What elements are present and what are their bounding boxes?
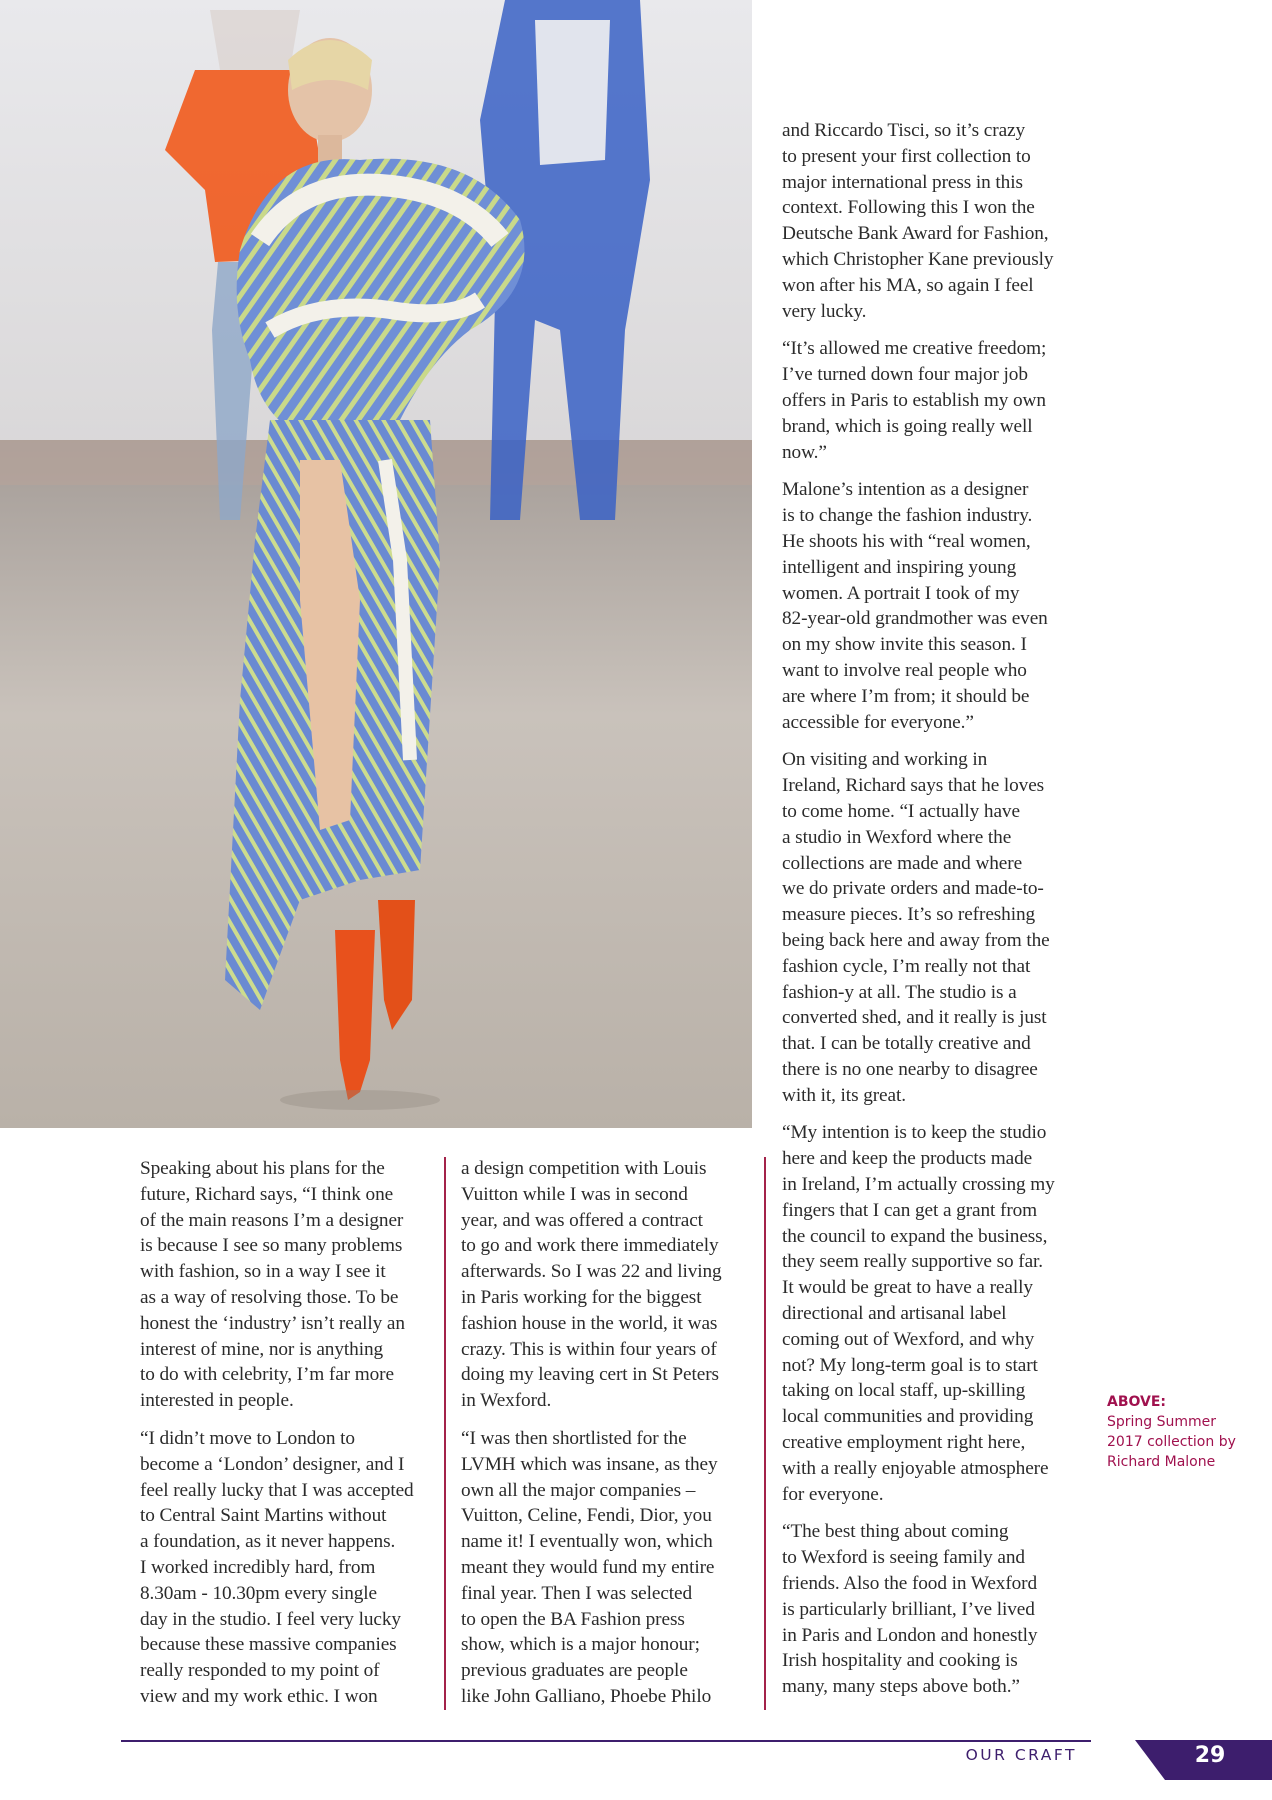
photo-caption bbox=[1107, 1392, 1267, 1472]
paragraph: “I was then shortlisted for the LVMH which was insane, as they own all the major companies – Vuitton, Celine, Fendi, Dior, you name it! I eventually won, which meant they would fund my entire final year. Then I was selected to open the BA Fashion press show, which is a major honour; previous graduates are people like John Galliano, Phoebe Philo bbox=[461, 1427, 718, 1707]
column-divider bbox=[764, 1157, 766, 1710]
runway-photo bbox=[0, 0, 752, 1128]
paragraph: and Riccardo Tisci, so it’s crazy to present your first collection to major international press in this context. Following this I won the Deutsche Bank Award for Fashion, which Christopher Kane previously won after his MA, so again I feel very lucky. bbox=[782, 120, 1054, 322]
paragraph: Speaking about his plans for the future, Richard says, “I think one of the main reasons I’m a designer is because I see so many problems with fashion, so in a way I see it as a way of resolving those. To be honest the ‘industry’ isn’t really an interest of mine, nor is anything to do with celebrity, I’m far more interested in people. bbox=[140, 1158, 405, 1412]
article-column-2 bbox=[461, 1156, 751, 1722]
article-column-3 bbox=[782, 118, 1082, 1712]
page-number: 29 bbox=[1194, 1743, 1226, 1768]
caption-label: ABOVE: bbox=[1107, 1394, 1167, 1410]
paragraph: a design competition with Louis Vuitton while I was in second year, and was offered a contract to go and work there immediately afterwards. So I was 22 and living in Paris working for the biggest fashion house in the world, it was crazy. This is within four years of doing my leaving cert in St Peters in Wexford. bbox=[461, 1158, 722, 1412]
paragraph: “My intention is to keep the studio here and keep the products made in Ireland, I’m actually crossing my fingers that I can get a grant from the council to expand the business, they seem really supportive so far. It would be great to have a really directional and artisanal label coming out of Wexford, and why not? My long-term goal is to start taking on local staff, up-skilling local communities and providing creative employment right here, with a really enjoyable atmosphere for everyone. bbox=[782, 1122, 1055, 1505]
column-divider bbox=[444, 1157, 446, 1710]
footer-rule bbox=[121, 1740, 1091, 1742]
paragraph: “It’s allowed me creative freedom; I’ve turned down four major job offers in Paris to establish my own brand, which is going really well now.” bbox=[782, 338, 1047, 463]
article-column-1 bbox=[140, 1156, 432, 1722]
paragraph: On visiting and working in Ireland, Richard says that he loves to come home. “I actually have a studio in Wexford where the collections are made and where we do private orders and made-to- measure pieces. It’s so refreshing being back here and away from the fashion cycle, I’m really not that fashion-y at all. The studio is a converted shed, and it really is just that. I can be totally creative and there is no one nearby to disagree with it, its great. bbox=[782, 749, 1050, 1106]
paragraph: “The best thing about coming to Wexford is seeing family and friends. Also the food in Wexford is particularly brilliant, I’ve lived in Paris and London and honestly Irish hospitality and cooking is many, many steps above both.” bbox=[782, 1521, 1038, 1698]
paragraph: “I didn’t move to London to become a ‘London’ designer, and I feel really lucky that I was accepted to Central Saint Martins without a foundation, as it never happens. I worked incredibly hard, from 8.30am - 10.30pm every single day in the studio. I feel very lucky because these massive companies really responded to my point of view and my work ethic. I won bbox=[140, 1427, 414, 1707]
paragraph: Malone’s intention as a designer is to change the fashion industry. He shoots his with “real women, intelligent and inspiring young women. A portrait I took of my 82-year-old grandmother was even on my show invite this season. I want to involve real people who are where I’m from; it should be accessible for everyone.” bbox=[782, 479, 1048, 733]
section-label: OUR CRAFT bbox=[965, 1746, 1077, 1764]
caption-text: Spring Summer 2017 collection by Richard Malone bbox=[1107, 1414, 1236, 1470]
